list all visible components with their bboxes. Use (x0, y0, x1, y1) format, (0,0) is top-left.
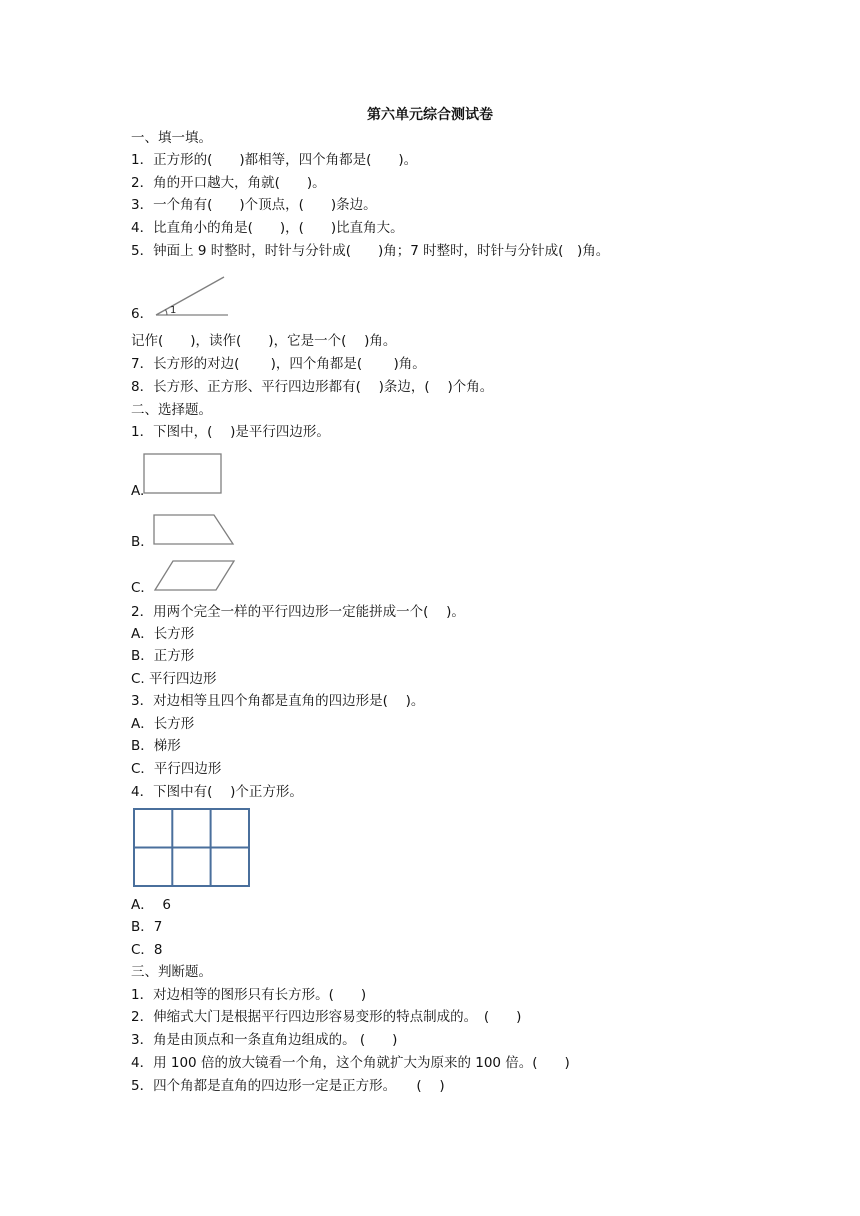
choice-question-2-option-c: C. 平行四边形 (131, 671, 217, 687)
judge-question-1: 1．对边相等的图形只有长方形。( ) (131, 987, 367, 1003)
choice-question-4-option-a: A． 6 (131, 897, 171, 913)
choice-question-4-option-c: C．8 (131, 942, 163, 958)
judge-question-4: 4．用 100 倍的放大镜看一个角，这个角就扩大为原来的 100 倍。( ) (131, 1055, 570, 1071)
choice-question-2: 2．用两个完全一样的平行四边形一定能拼成一个( )。 (131, 604, 465, 620)
fill-question-1: 1．正方形的( )都相等，四个角都是( )。 (131, 152, 418, 168)
choice-question-3-option-b: B．梯形 (131, 738, 181, 754)
fill-question-3: 3．一个角有( )个顶点，( )条边。 (131, 197, 377, 213)
fill-question-6-text: 记作( )，读作( )，它是一个( )角。 (131, 333, 397, 349)
choice-question-2-option-a: A．长方形 (131, 626, 195, 642)
page-title: 第六单元综合测试卷 (367, 107, 493, 123)
section1-heading: 一、填一填。 (131, 130, 212, 146)
angle-mark-label: 1 (170, 305, 177, 316)
fill-question-2: 2．角的开口越大，角就( )。 (131, 175, 326, 191)
judge-question-2: 2．伸缩式大门是根据平行四边形容易变形的特点制成的。 ( ) (131, 1009, 522, 1025)
section3-heading: 三、判断题。 (131, 964, 212, 980)
judge-question-5: 5．四个角都是直角的四边形一定是正方形。 ( ) (131, 1078, 445, 1094)
choice-question-1-option-a-label: A. (131, 483, 145, 499)
choice-question-2-option-b: B．正方形 (131, 648, 195, 664)
trapezoid-figure (152, 513, 236, 547)
fill-question-7: 7．长方形的对边( )，四个角都是( )角。 (131, 356, 426, 372)
section2-heading: 二、选择题。 (131, 402, 212, 418)
choice-question-1-option-b-label: B． (131, 534, 154, 550)
choice-question-1: 1．下图中，( )是平行四边形。 (131, 424, 330, 440)
fill-question-8: 8．长方形、正方形、平行四边形都有( )条边，( )个角。 (131, 379, 494, 395)
choice-question-4-option-b: B．7 (131, 919, 163, 935)
square-grid-figure (133, 808, 251, 888)
choice-question-3: 3．对边相等且四个角都是直角的四边形是( )。 (131, 693, 425, 709)
fill-question-5: 5．钟面上 9 时整时，时针与分针成( )角；7 时整时，时针与分针成( )角。 (131, 243, 610, 259)
fill-question-4: 4．比直角小的角是( )，( )比直角大。 (131, 220, 404, 236)
parallelogram-figure (153, 558, 237, 593)
rectangle-figure (143, 453, 223, 495)
fill-question-6-number: 6． (131, 306, 154, 322)
choice-question-3-option-c: C．平行四边形 (131, 761, 222, 777)
angle-figure (152, 274, 234, 320)
judge-question-3: 3．角是由顶点和一条直角边组成的。 ( ) (131, 1032, 398, 1048)
choice-question-3-option-a: A．长方形 (131, 716, 195, 732)
choice-question-4: 4．下图中有( )个正方形。 (131, 784, 303, 800)
choice-question-1-option-c-label: C． (131, 580, 154, 596)
